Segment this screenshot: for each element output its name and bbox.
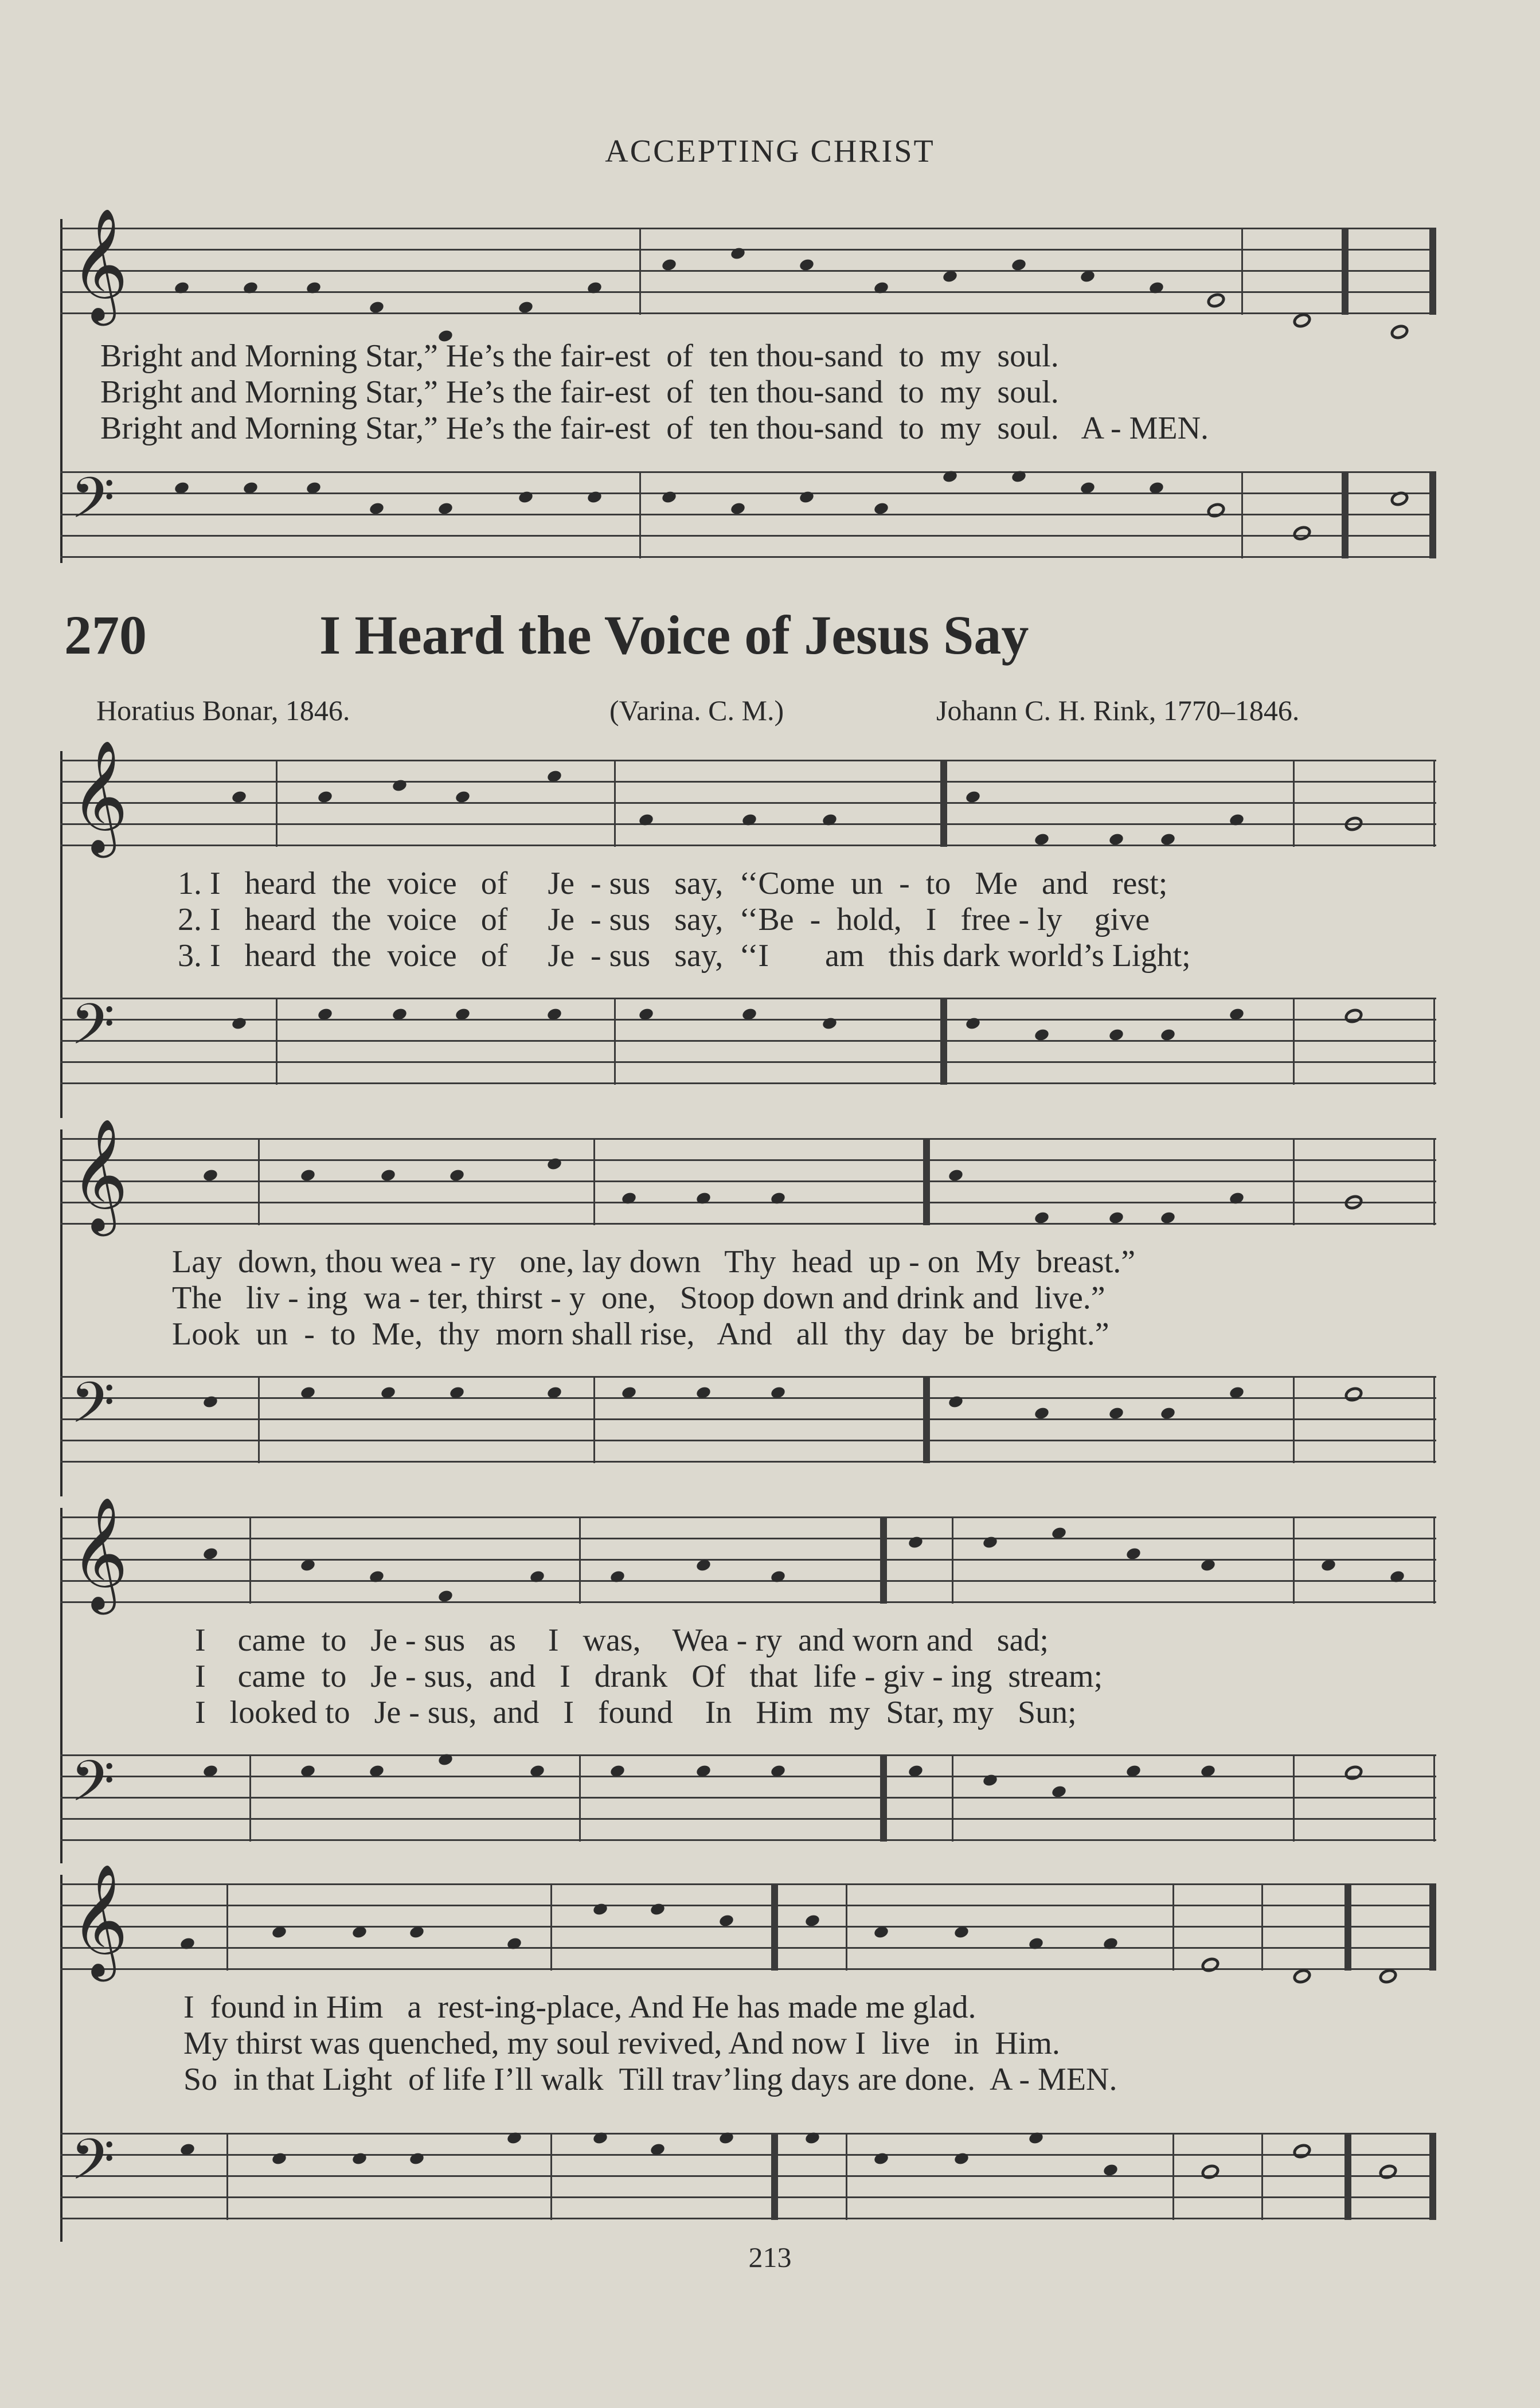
author: Horatius Bonar, 1846. (96, 694, 350, 726)
lyric-line: Lay down, thou wea - ry one, lay down Thy head up - on My breast.” (172, 1244, 1136, 1280)
hymn-title-row (64, 603, 1469, 678)
lyrics-block (100, 338, 1436, 447)
lyrics-block (183, 1989, 1519, 2098)
treble-staff (60, 211, 1436, 319)
lyric-line: The liv - ing wa - ter, thirst - y one, Stoop down and drink and live.” (172, 1280, 1105, 1316)
treble-clef-icon: 𝄞 (71, 1500, 128, 1608)
page-number: 213 (748, 2241, 792, 2273)
bass-clef-icon: 𝄢 (71, 994, 115, 1070)
treble-staff (60, 1867, 1436, 1975)
composer: Johann C. H. Rink, 1770–1846. (936, 694, 1300, 726)
lyric-line: I found in Him a rest-ing-place, And He has made me glad. (183, 1989, 976, 2025)
lyrics-block (178, 866, 1514, 974)
lyric-line: 3. I heard the voice of Je - sus say, ‘‘I am this dark world’s Light; (178, 938, 1191, 974)
treble-clef-icon: 𝄞 (71, 211, 128, 319)
lyrics-block (172, 1244, 1508, 1352)
bass-staff (60, 467, 1436, 558)
music-system-2 (60, 1121, 1436, 1496)
treble-clef-icon: 𝄞 (71, 743, 128, 851)
hymn-title: I Heard the Voice of Jesus Say (319, 604, 1029, 666)
lyric-line: Look un - to Me, thy morn shall rise, And all thy day be bright.” (172, 1316, 1109, 1352)
lyric-line: Bright and Morning Star,” He’s the fair-est of ten thou-sand to my soul. (100, 374, 1059, 410)
treble-clef-icon: 𝄞 (71, 1867, 128, 1975)
tune-name: (Varina. C. M.) (609, 694, 784, 726)
music-system-top-fragment (60, 211, 1436, 563)
bass-clef-icon: 𝄢 (71, 1372, 115, 1448)
lyrics-block (195, 1623, 1531, 1731)
hymn-credits (96, 694, 1404, 728)
bass-staff (60, 2129, 1436, 2220)
treble-clef-icon: 𝄞 (71, 1121, 128, 1229)
lyric-line: 1. I heard the voice of Je - sus say, ‘‘Come un - to Me and rest; (178, 866, 1168, 901)
treble-staff (60, 1121, 1436, 1229)
treble-staff (60, 743, 1436, 851)
bass-staff (60, 1372, 1436, 1463)
hymn-number: 270 (64, 604, 147, 666)
lyric-line: I came to Je - sus, and I drank Of that life - giv - ing stream; (195, 1659, 1103, 1694)
lyric-line: 2. I heard the voice of Je - sus say, ‘‘Be - hold, I free - ly give (178, 902, 1150, 937)
treble-staff (60, 1500, 1436, 1608)
lyric-line: So in that Light of life I’ll walk Till trav’ling days are done. A - MEN. (183, 2062, 1117, 2097)
bass-staff (60, 994, 1436, 1085)
music-system-3 (60, 1500, 1436, 1863)
bass-staff (60, 1750, 1436, 1842)
lyric-line: My thirst was quenched, my soul revived, And now I live in Him. (183, 2026, 1060, 2061)
music-system-4 (60, 1867, 1436, 2242)
bass-clef-icon: 𝄢 (71, 1750, 115, 1827)
section-heading: ACCEPTING CHRIST (605, 134, 935, 169)
music-system-1 (60, 743, 1436, 1118)
lyric-line: Bright and Morning Star,” He’s the fair-est of ten thou-sand to my soul. (100, 338, 1059, 374)
bass-clef-icon: 𝄢 (71, 467, 115, 544)
lyric-line: Bright and Morning Star,” He’s the fair-est of ten thou-sand to my soul. A - MEN. (100, 411, 1209, 446)
bass-clef-icon: 𝄢 (71, 2129, 115, 2205)
lyric-line: I came to Je - sus as I was, Wea - ry and worn and sad; (195, 1623, 1049, 1658)
lyric-line: I looked to Je - sus, and I found In Him my Star, my Sun; (195, 1695, 1077, 1730)
